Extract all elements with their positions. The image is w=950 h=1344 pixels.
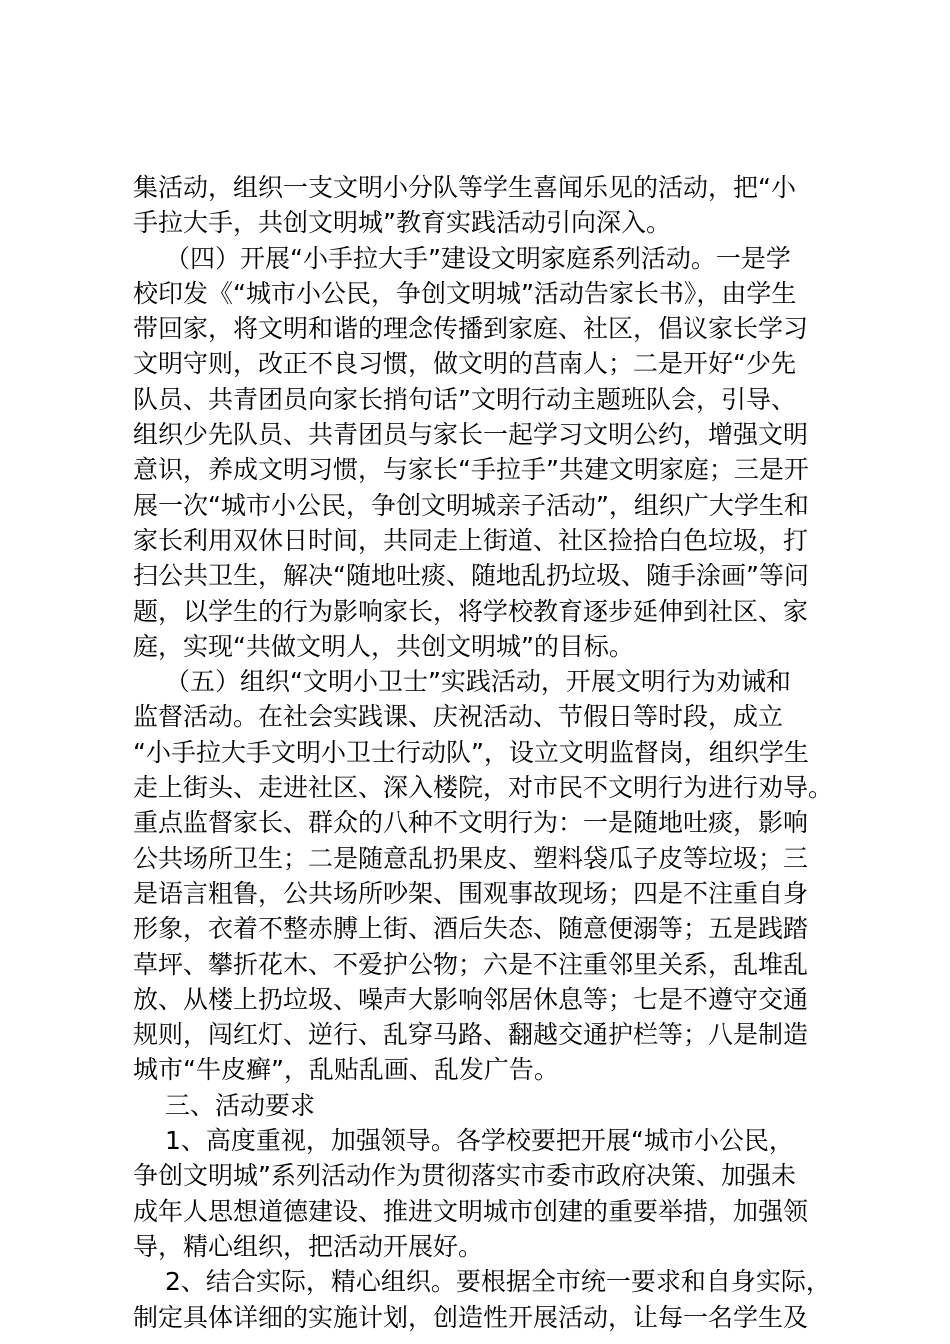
text-line: 队员、共青团员向家长捎句话”文明行动主题班队会，引导、 — [133, 384, 796, 414]
text-line: 导，精心组织，把活动开展好。 — [133, 1231, 484, 1261]
text-line: “小手拉大手文明小卫士行动队”，设立文明监督岗，组织学生 — [133, 737, 809, 767]
text-line: 监督活动。在社会实践课、庆祝活动、节假日等时段，成立 — [133, 702, 784, 732]
text-line: 文明守则，改正不良习惯，做文明的莒南人；二是开好“少先 — [133, 349, 796, 379]
text-line: 是语言粗鲁，公共场所吵架、围观事故现场；四是不注重自身 — [133, 878, 809, 908]
text-line: 草坪、攀折花木、不爱护公物；六是不注重邻里关系，乱堆乱 — [133, 949, 809, 979]
text-line: 庭，实现“共做文明人，共创文明城”的目标。 — [133, 631, 634, 661]
text-line: 手拉大手，共创文明城”教育实践活动引向深入。 — [133, 208, 671, 238]
text-line: 校印发《“城市小公民，争创文明城”活动告家长书》，由学生 — [133, 278, 797, 308]
text-line: 题，以学生的行为影响家长，将学校教育逐步延伸到社区、家 — [133, 596, 809, 626]
text-line: （四）开展“小手拉大手”建设文明家庭系列活动。一是学 — [165, 243, 791, 273]
text-line: 1、高度重视，加强领导。各学校要把开展“城市小公民， — [165, 1126, 794, 1156]
text-line: 重点监督家长、群众的八种不文明行为：一是随地吐痰，影响 — [133, 808, 809, 838]
text-line: 组织少先队员、共青团员与家长一起学习文明公约，增强文明 — [133, 420, 809, 450]
text-line: 集活动，组织一支文明小分队等学生喜闻乐见的活动，把“小 — [133, 173, 796, 202]
text-line: 制定具体详细的实施计划，创造性开展活动，让每一名学生及 — [133, 1302, 809, 1332]
text-line: （五）组织“文明小卫士”实践活动，开展文明行为劝诫和 — [165, 667, 791, 697]
text-line: 规则，闯红灯、逆行、乱穿马路、翻越交通护栏等；八是制造 — [133, 1020, 809, 1050]
document-body — [133, 170, 848, 1335]
text-line: 家长利用双休日时间，共同走上街道、社区捡拾白色垃圾，打 — [133, 525, 809, 555]
text-line: 走上街头、走进社区、深入楼院，对市民不文明行为进行劝导。 — [133, 773, 834, 803]
text-line: 放、从楼上扔垃圾、噪声大影响邻居休息等；七是不遵守交通 — [133, 984, 809, 1014]
text-line: 带回家，将文明和谐的理念传播到家庭、社区，倡议家长学习 — [133, 314, 809, 344]
section-heading: 三、活动要求 — [165, 1090, 316, 1120]
text-line: 争创文明城”系列活动作为贯彻落实市委市政府决策、加强未 — [133, 1161, 796, 1191]
text-line: 展一次“城市小公民，争创文明城亲子活动”，组织广大学生和 — [133, 490, 809, 520]
text-line: 2、结合实际，精心组织。要根据全市统一要求和自身实际， — [165, 1267, 831, 1297]
text-line: 形象，衣着不整赤膊上街、酒后失态、随意便溺等；五是践踏 — [133, 914, 809, 944]
text-line: 公共场所卫生；二是随意乱扔果皮、塑料袋瓜子皮等垃圾；三 — [133, 843, 809, 873]
text-line: 城市“牛皮癣”，乱贴乱画、乱发广告。 — [133, 1055, 559, 1085]
text-line: 意识，养成文明习惯，与家长“手拉手”共建文明家庭；三是开 — [133, 455, 809, 485]
text-line: 扫公共卫生，解决“随地吐痰、随地乱扔垃圾、随手涂画”等问 — [133, 561, 809, 591]
text-line: 成年人思想道德建设、推进文明城市创建的重要举措，加强领 — [133, 1196, 809, 1226]
